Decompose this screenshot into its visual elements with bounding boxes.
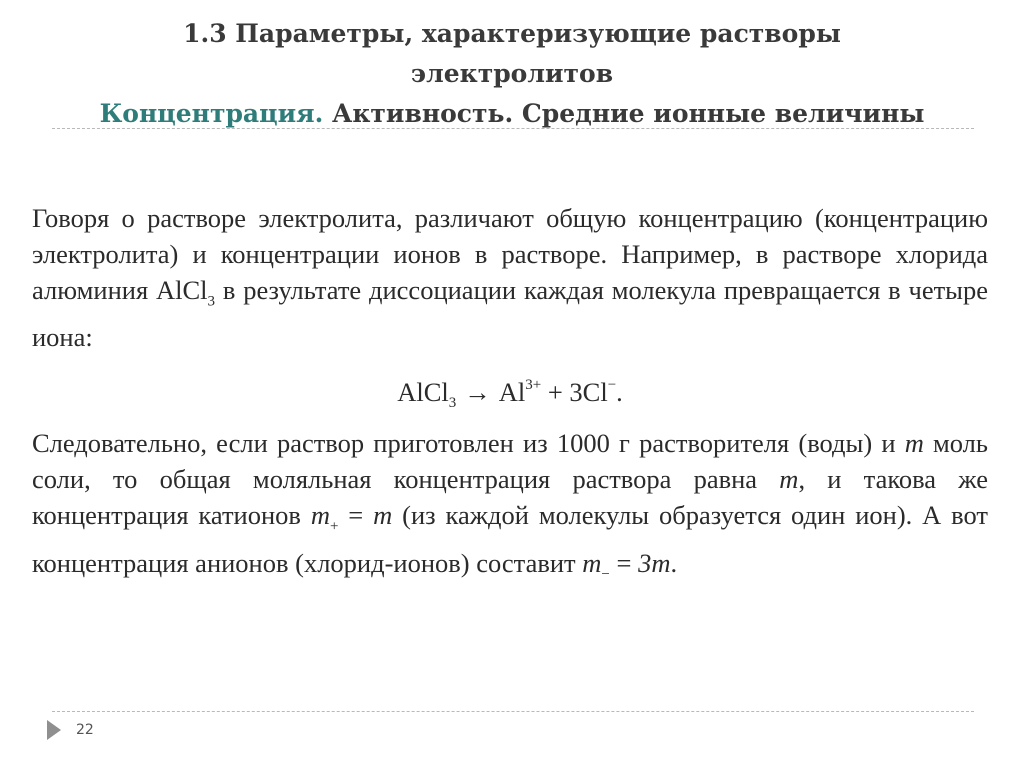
p2-m3-sub: + <box>329 518 339 535</box>
title-line-2: электролитов <box>410 59 614 88</box>
p1-text-after: в результате диссоциации каждая молекула превращается в четыре иона: <box>32 275 988 353</box>
eq-product-1-sup: 3+ <box>525 377 542 394</box>
p2-m1: m <box>904 428 924 459</box>
p2-t1: Следовательно, если раствор приготовлен из 1000 г растворителя (воды) и <box>32 428 905 459</box>
p2-m6: 3m <box>638 547 671 578</box>
p2-eq1: = <box>338 500 374 531</box>
eq-product-1: Al <box>498 377 526 408</box>
dissociation-equation <box>32 369 988 421</box>
eq-reactant: AlCl <box>397 377 449 408</box>
footer-divider <box>52 711 974 712</box>
page-number: 22 <box>76 722 94 738</box>
eq-reactant-sub: 3 <box>448 395 457 412</box>
p2-t4: (из каждой молекулы образуется один ион). А вот концентрация анионов (хлорид-ионов) составит <box>32 500 988 578</box>
p2-m5-sub: − <box>601 566 610 583</box>
p2-m4: m <box>373 500 393 531</box>
p2-t2: моль соли, то общая моляльная концентрация раствора равна <box>32 428 988 495</box>
eq-end: . <box>616 377 623 408</box>
p2-m5: m <box>582 547 602 578</box>
paragraph-1 <box>32 200 988 355</box>
p2-m2: m <box>779 464 799 495</box>
paragraph-2 <box>32 425 988 592</box>
body-content <box>32 200 988 592</box>
p1-subscript: 3 <box>207 293 216 310</box>
eq-product-2-sup: − <box>607 377 617 394</box>
title-divider <box>52 128 974 129</box>
slide-title <box>40 14 984 134</box>
title-line-1: 1.3 Параметры, характеризующие растворы <box>183 19 841 48</box>
eq-arrow: → <box>464 377 491 408</box>
triangle-right-icon <box>47 720 61 740</box>
subtitle-highlight: Концентрация. <box>99 99 324 128</box>
eq-product-2: 3Cl <box>569 377 608 408</box>
p2-t3: , и такова же концентрация катионов <box>32 464 988 531</box>
p2-t5: . <box>670 547 678 578</box>
p2-eq2: = <box>609 547 639 578</box>
p2-m3: m <box>310 500 330 531</box>
p1-text-before: Говоря о растворе электролита, различают общую концентрацию (концентрацию электролита) и концентрации ионов в растворе. Например, в растворе хлорида алюминия AlCl <box>32 203 988 305</box>
subtitle-rest: Активность. Средние ионные величины <box>323 99 925 128</box>
eq-plus: + <box>547 377 563 408</box>
